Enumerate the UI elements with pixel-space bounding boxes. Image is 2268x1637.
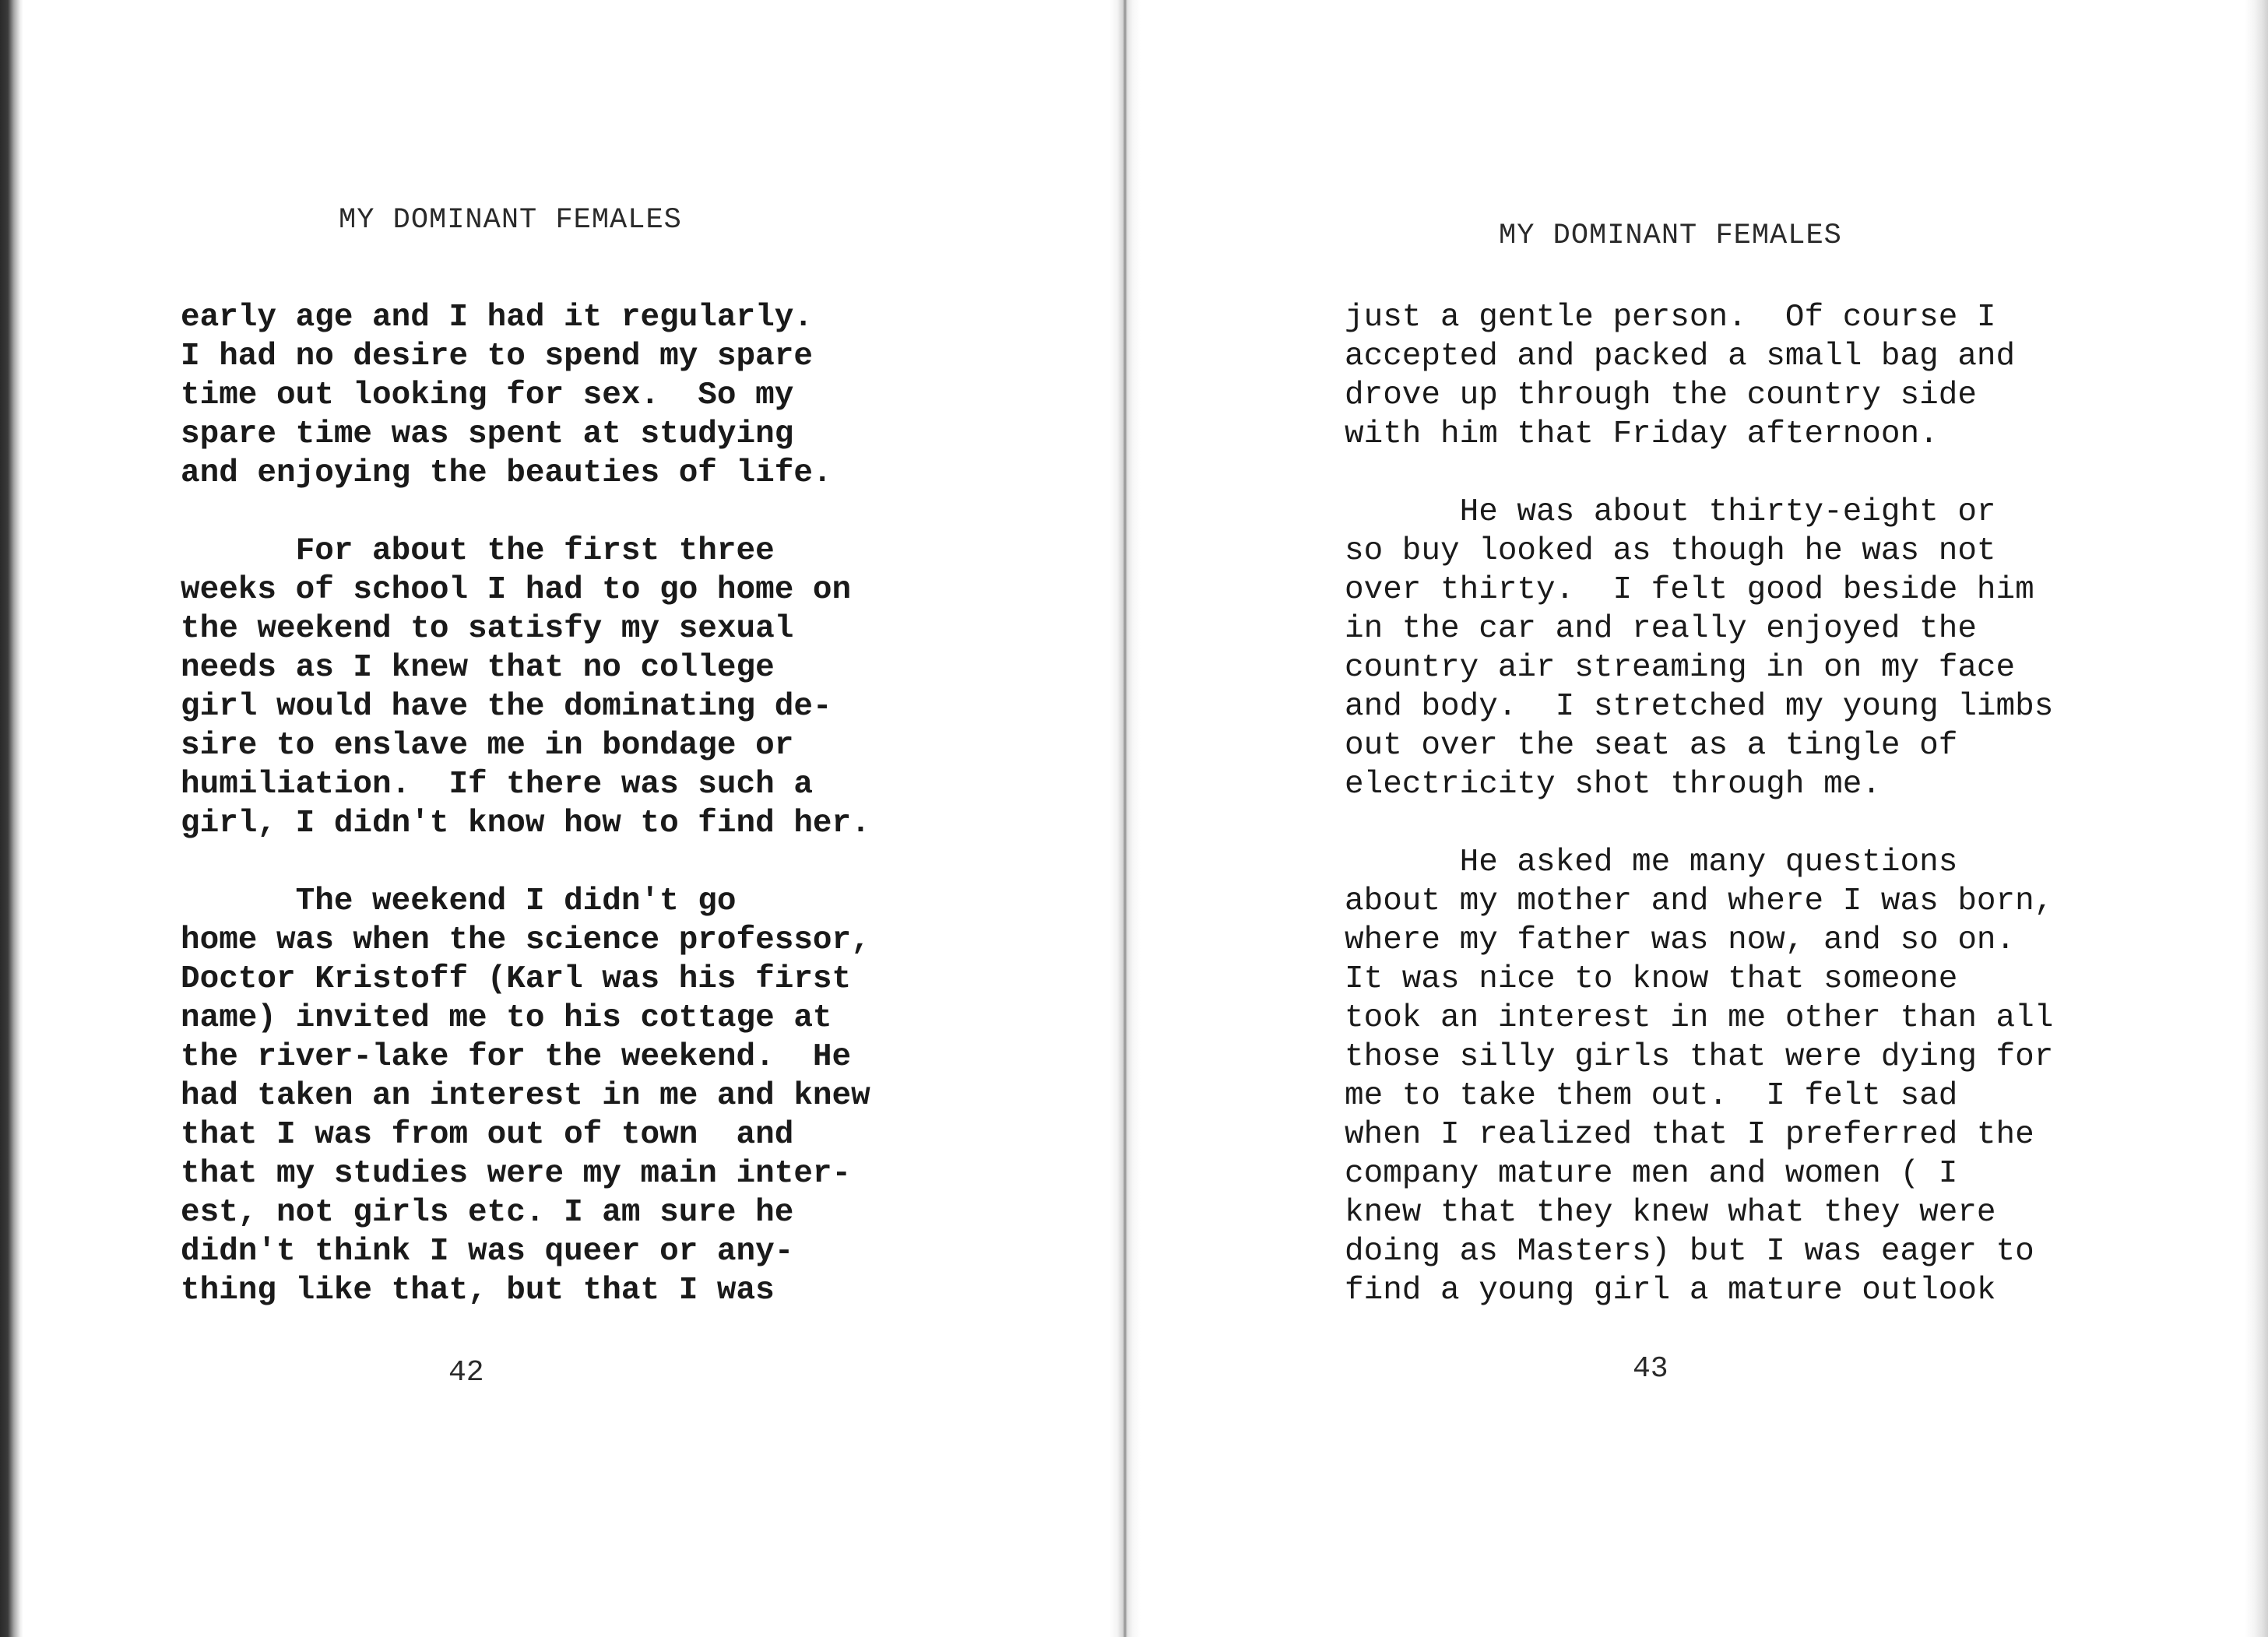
text-line: weeks of school I had to go home on — [181, 572, 852, 608]
text-line: find a young girl a mature outlook — [1345, 1273, 1996, 1309]
text-line: He asked me many questions — [1345, 845, 1958, 880]
text-line: where my father was now, and so on. — [1345, 922, 2016, 958]
text-line: time out looking for sex. So my — [181, 378, 794, 413]
text-line: accepted and packed a small bag and — [1345, 339, 2016, 374]
book-edge-shadow-left — [0, 0, 23, 1637]
text-line: company mature men and women ( I — [1345, 1156, 1958, 1192]
text-line: For about the first three — [181, 533, 775, 569]
text-line: spare time was spent at studying — [181, 416, 794, 452]
running-head: MY DOMINANT FEMALES — [1499, 220, 1842, 252]
paragraph — [1345, 298, 2053, 454]
text-line: sire to enslave me in bondage or — [181, 728, 794, 764]
running-head: MY DOMINANT FEMALES — [339, 204, 682, 237]
text-line: in the car and really enjoyed the — [1345, 611, 1977, 647]
text-line: that I was from out of town and — [181, 1117, 794, 1153]
text-line: didn't think I was queer or any- — [181, 1234, 794, 1270]
text-line: home was when the science professor, — [181, 922, 870, 958]
text-line: the river-lake for the weekend. He — [181, 1039, 852, 1075]
page-number: 42 — [448, 1356, 484, 1389]
text-line: just a gentle person. Of course I — [1345, 300, 1996, 335]
text-line: country air streaming in on my face — [1345, 650, 2016, 686]
text-line: drove up through the country side — [1345, 378, 1977, 413]
book-gutter — [1109, 0, 1141, 1637]
text-line: had taken an interest in me and knew — [181, 1078, 870, 1114]
text-line: with him that Friday afternoon. — [1345, 416, 1939, 452]
paragraph — [181, 298, 870, 493]
text-line: took an interest in me other than all — [1345, 1000, 2054, 1036]
text-line: so buy looked as though he was not — [1345, 533, 1996, 569]
text-line: The weekend I didn't go — [181, 883, 737, 919]
text-line: humiliation. If there was such a — [181, 767, 813, 803]
text-line: over thirty. I felt good beside him — [1345, 572, 2034, 608]
text-line: that my studies were my main inter- — [181, 1156, 852, 1192]
text-line: thing like that, but that I was — [181, 1273, 775, 1309]
text-line: It was nice to know that someone — [1345, 961, 1958, 997]
body-text — [1345, 298, 2053, 1310]
paragraph — [1345, 493, 2053, 804]
text-line: Doctor Kristoff (Karl was his first — [181, 961, 852, 997]
text-line: early age and I had it regularly. — [181, 300, 813, 335]
text-line: and enjoying the beauties of life. — [181, 455, 832, 491]
text-line: out over the seat as a tingle of — [1345, 728, 1958, 764]
text-line: the weekend to satisfy my sexual — [181, 611, 794, 647]
text-line: I had no desire to spend my spare — [181, 339, 813, 374]
text-line: girl, I didn't know how to find her. — [181, 806, 870, 841]
page-number: 43 — [1633, 1352, 1668, 1386]
text-line: name) invited me to his cottage at — [181, 1000, 832, 1036]
text-line: needs as I knew that no college — [181, 650, 775, 686]
body-text — [181, 298, 870, 1310]
left-page — [23, 0, 1109, 1637]
text-line: girl would have the dominating de- — [181, 689, 832, 725]
paragraph — [181, 532, 870, 843]
right-page — [1141, 0, 2245, 1637]
text-line: and body. I stretched my young limbs — [1345, 689, 2054, 725]
text-line: electricity shot through me. — [1345, 767, 1881, 803]
text-line: doing as Masters) but I was eager to — [1345, 1234, 2034, 1270]
text-line: those silly girls that were dying for — [1345, 1039, 2054, 1075]
text-line: when I realized that I preferred the — [1345, 1117, 2034, 1153]
text-line: knew that they knew what they were — [1345, 1195, 1996, 1231]
paragraph — [1345, 843, 2053, 1310]
book-edge-shadow-right — [2245, 0, 2268, 1637]
text-line: me to take them out. I felt sad — [1345, 1078, 1958, 1114]
paragraph — [181, 882, 870, 1310]
text-line: about my mother and where I was born, — [1345, 883, 2054, 919]
text-line: He was about thirty-eight or — [1345, 494, 1996, 530]
text-line: est, not girls etc. I am sure he — [181, 1195, 794, 1231]
